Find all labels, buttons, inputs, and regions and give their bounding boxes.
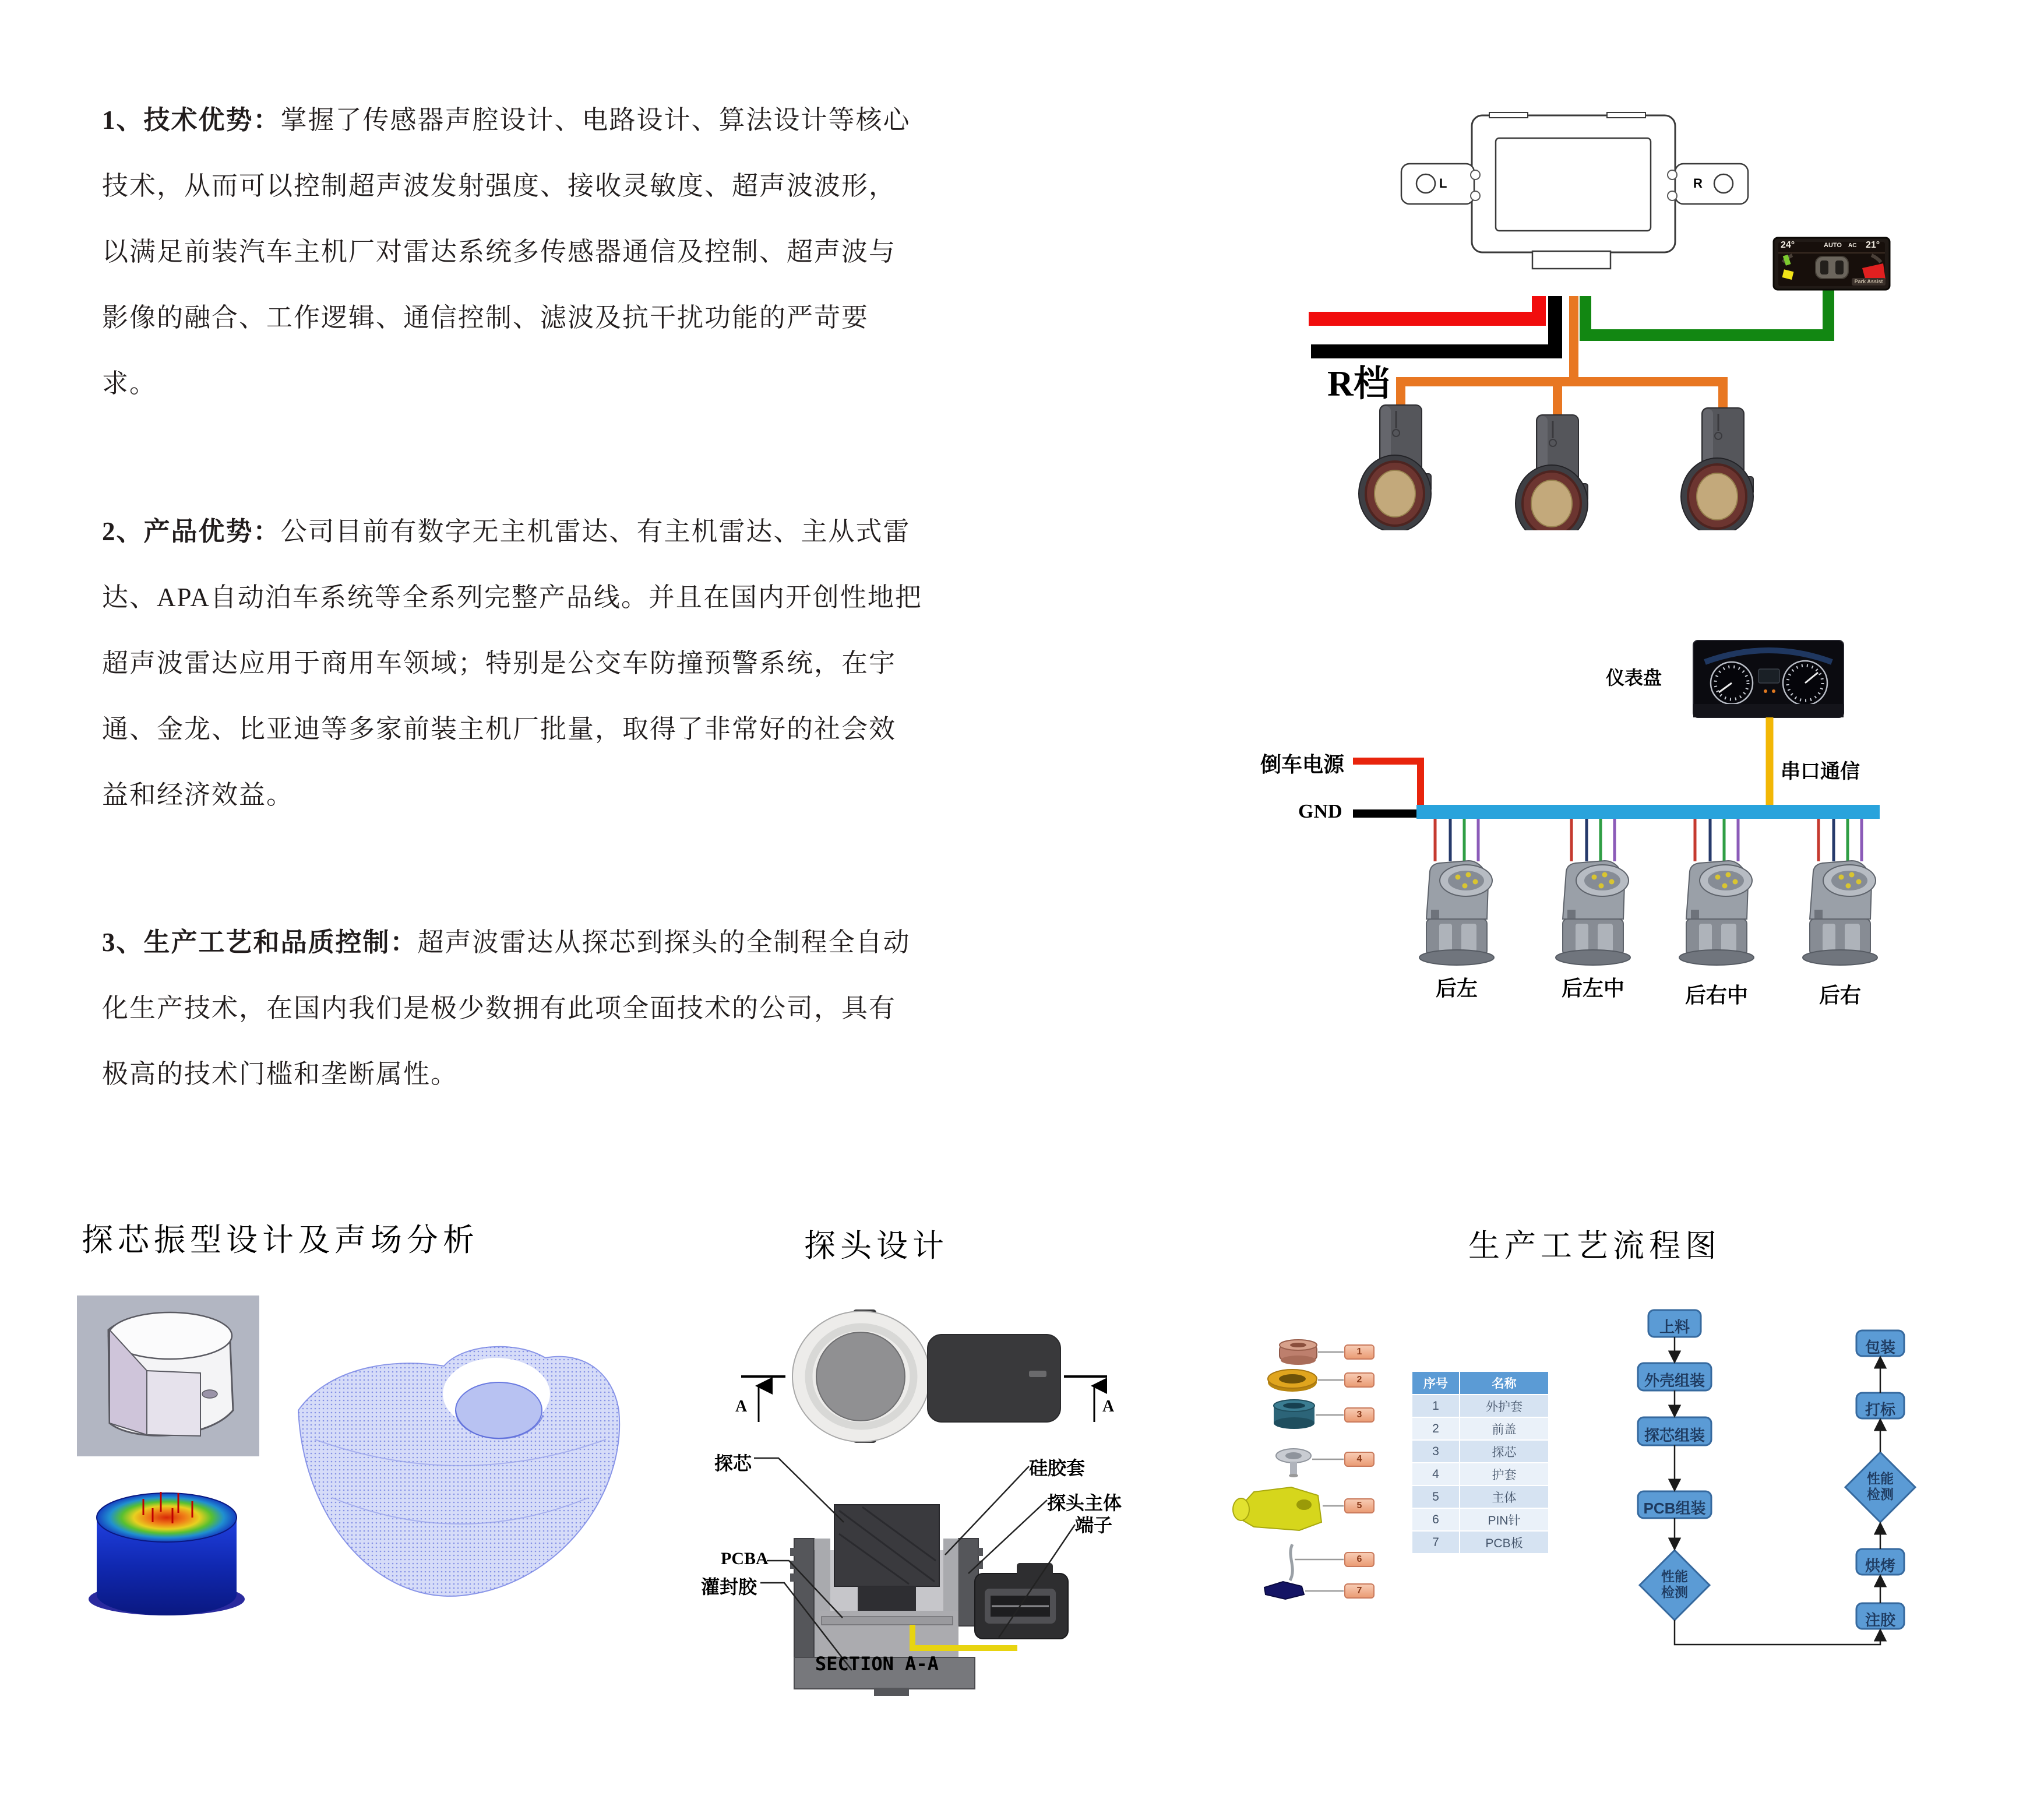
part-probe-core-icon <box>1274 1400 1314 1429</box>
part-tag-7: 7 <box>1356 1586 1362 1596</box>
gnd-label: GND <box>1298 801 1342 822</box>
table-row <box>1412 1440 1549 1463</box>
paragraph-lead: 2、产品优势： <box>102 517 281 546</box>
ecu-right-label: R <box>1693 176 1703 191</box>
flow-step-glue-injection: 注胶 <box>1865 1611 1895 1629</box>
cell-name: PCB板 <box>1460 1531 1549 1554</box>
table-row <box>1412 1508 1549 1531</box>
part-main-body-icon <box>1233 1487 1321 1530</box>
park-assist-caption: Park Assist <box>1854 279 1883 284</box>
flow-step-baking: 烘烤 <box>1865 1557 1895 1575</box>
reverse-power-label: 倒车电源 <box>1260 752 1345 776</box>
flow-step-core-assembly: 探芯组装 <box>1644 1427 1705 1444</box>
cell-index: 6 <box>1412 1508 1460 1531</box>
sensor-position-label: 后右中 <box>1684 983 1748 1007</box>
ultrasonic-sensor-icon <box>1359 405 1431 530</box>
label-probe-body: 探头主体 <box>1047 1492 1122 1513</box>
sensor-position-label: 后右 <box>1819 983 1861 1007</box>
paragraph-line: 技术，从而可以控制超声波发射强度、接收灵敏度、超声波波形， <box>102 171 897 200</box>
display-temp-right: 21° <box>1866 240 1880 250</box>
display-temp-left: 24° <box>1781 240 1795 250</box>
bus-bar <box>1416 805 1880 819</box>
label-silicone-sleeve: 硅胶套 <box>1029 1458 1086 1478</box>
label-pcba: PCBA <box>721 1549 769 1568</box>
paragraph-lead: 1、技术优势： <box>102 105 281 135</box>
cell-index: 5 <box>1412 1485 1460 1508</box>
cell-index: 1 <box>1412 1395 1460 1417</box>
section-title-process: 生产工艺流程图 <box>1468 1228 1721 1263</box>
probe-top-view <box>741 1309 1107 1443</box>
paragraph-text: 超声波雷达从探芯到探头的全制程全自动 <box>417 928 911 957</box>
paragraph-line: 化生产技术，在国内我们是极少数拥有此项全面技术的公司，具有 <box>102 994 897 1023</box>
gear-label: R档 <box>1327 364 1390 404</box>
paragraph-line: 求。 <box>102 369 157 398</box>
reverse-power-wire <box>1353 761 1421 808</box>
paragraph-line: 通、金龙、比亚迪等多家前装主机厂批量，取得了非常好的社会效 <box>102 714 897 744</box>
paragraph-lead: 3、生产工艺和品质控制： <box>102 928 418 957</box>
cell-name: PIN针 <box>1460 1508 1549 1531</box>
cell-name: 前盖 <box>1460 1417 1549 1440</box>
section-title-acoustic: 探芯振型设计及声场分析 <box>82 1223 479 1258</box>
axis-label-a-right: A <box>1102 1397 1115 1416</box>
acoustic-analysis-figures <box>58 1282 641 1655</box>
mount-bracket-right <box>1668 164 1748 204</box>
paragraph-line <box>102 910 1232 976</box>
serial-label: 串口通信 <box>1781 761 1860 783</box>
pcba-board <box>822 1617 953 1625</box>
connector-sensor-icon <box>1803 861 1877 965</box>
ultrasonic-sensor-icon <box>1516 415 1588 530</box>
paragraph-line: 达、APA自动泊车系统等全系列完整产品线。并且在国内开创性地把 <box>102 583 922 612</box>
sensor-position-label: 后左中 <box>1561 976 1624 1000</box>
part-tag-1: 1 <box>1356 1347 1362 1357</box>
sensor-position-label: 后左 <box>1435 976 1478 1000</box>
paragraph-line <box>102 499 1232 565</box>
col-header-index: 序号 <box>1412 1371 1460 1395</box>
table-row <box>1412 1485 1549 1508</box>
sound-field-point-cloud <box>298 1347 619 1596</box>
cell-index: 3 <box>1412 1440 1460 1463</box>
paragraph-line: 极高的技术门槛和垄断属性。 <box>102 1059 459 1089</box>
connector-barrel <box>975 1563 1068 1639</box>
ultrasonic-sensor-icon <box>1681 408 1753 530</box>
section-caption: SECTION A-A <box>815 1653 939 1675</box>
flow-step-shell-assembly: 外壳组装 <box>1644 1372 1705 1389</box>
part-tag-6: 6 <box>1356 1554 1362 1564</box>
power-wire <box>1309 296 1539 319</box>
table-row <box>1412 1417 1549 1440</box>
fem-simulation-image <box>89 1492 245 1615</box>
display-mode: AUTO <box>1824 242 1842 249</box>
flow-step-packaging: 包装 <box>1865 1339 1895 1356</box>
cell-index: 7 <box>1412 1531 1460 1554</box>
ecu-wiring-diagram <box>1253 87 2044 530</box>
part-pcb-icon <box>1264 1582 1304 1599</box>
flow-step-marking: 打标 <box>1865 1401 1895 1418</box>
part-front-cover-icon <box>1268 1370 1317 1392</box>
section-title-probe: 探头设计 <box>804 1228 949 1263</box>
part-tag-5: 5 <box>1356 1501 1362 1511</box>
paragraph-line: 超声波雷达应用于商用车领域；特别是公交车防撞预警系统，在宇 <box>102 649 897 678</box>
label-probe-core: 探芯 <box>714 1453 752 1474</box>
instrument-cluster-icon <box>1693 640 1844 717</box>
table-row <box>1412 1531 1549 1554</box>
cell-name: 主体 <box>1460 1485 1549 1508</box>
part-outer-sheath-icon <box>1280 1340 1317 1365</box>
table-row <box>1412 1395 1549 1417</box>
car-top-view-icon <box>1816 256 1848 279</box>
cell-name: 护套 <box>1460 1463 1549 1485</box>
sensor-pigtail-wires <box>1435 819 1862 861</box>
part-pin-icon <box>1290 1544 1292 1580</box>
table-header-row <box>1412 1371 1549 1395</box>
flow-step-pcb-assembly: PCB组装 <box>1643 1499 1706 1517</box>
flow-step-performance-test-1: 性能检测 <box>1661 1569 1688 1600</box>
part-sheath-icon <box>1276 1449 1311 1477</box>
cell-index: 4 <box>1412 1463 1460 1485</box>
paragraph-line: 益和经济效益。 <box>102 780 294 809</box>
part-tag-2: 2 <box>1356 1375 1362 1385</box>
label-potting: 灌封胶 <box>701 1576 757 1597</box>
flow-step-performance-test-2: 性能检测 <box>1867 1471 1894 1502</box>
paragraph-text: 掌握了传感器声腔设计、电路设计、算法设计等核心 <box>280 105 911 135</box>
col-header-name: 名称 <box>1460 1371 1549 1395</box>
connector-sensor-icon <box>1679 861 1754 965</box>
label-terminal: 端子 <box>1075 1515 1113 1536</box>
connector-sensor-icon <box>1556 861 1630 965</box>
flow-step-load: 上料 <box>1659 1318 1690 1336</box>
part-tag-3: 3 <box>1356 1410 1362 1420</box>
paragraph-line: 影像的融合、工作逻辑、通信控制、滤波及抗干扰功能的严苛要 <box>102 303 869 332</box>
paragraph-line <box>102 87 1232 153</box>
display-ac: AC <box>1848 242 1857 249</box>
paragraph-text: 公司目前有数字无主机雷达、有主机雷达、主从式雷 <box>280 517 911 546</box>
part-tag-4: 4 <box>1356 1454 1362 1464</box>
probe-core-cad-image <box>77 1295 259 1456</box>
connector-sensor-icon <box>1419 861 1494 965</box>
cell-index: 2 <box>1412 1417 1460 1440</box>
axis-label-a-left: A <box>735 1397 748 1416</box>
cell-name: 探芯 <box>1460 1440 1549 1463</box>
paragraph-line: 以满足前装汽车主机厂对雷达系统多传感器通信及控制、超声波与 <box>102 237 897 266</box>
ecu-left-label: L <box>1439 176 1447 191</box>
table-row <box>1412 1463 1549 1485</box>
cell-name: 外护套 <box>1460 1395 1549 1417</box>
parts-table <box>1411 1371 1549 1554</box>
display-wire <box>1585 288 1828 335</box>
instrument-label: 仪表盘 <box>1606 667 1662 688</box>
